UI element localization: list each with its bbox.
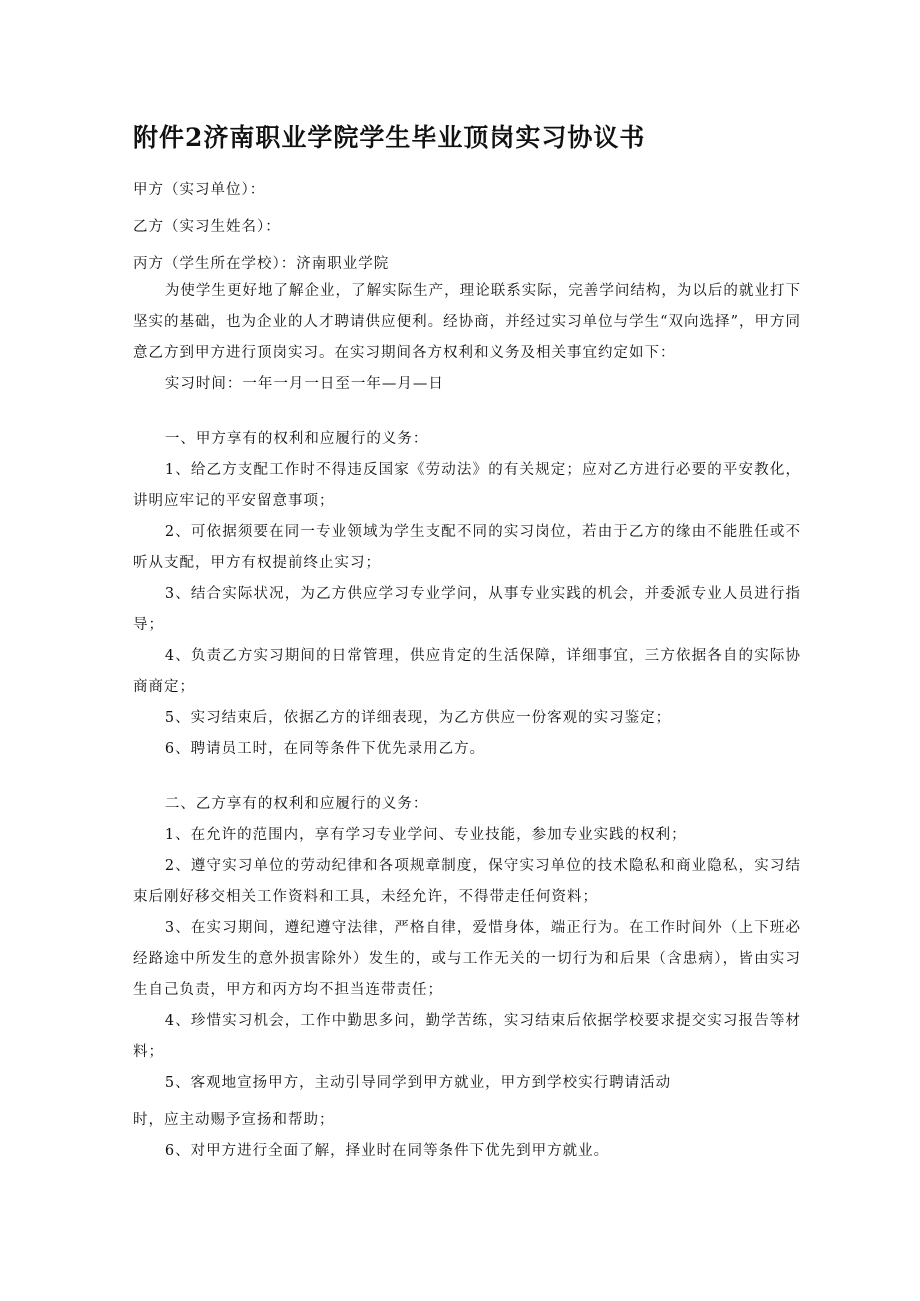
section2-item: 1、在允许的范围内，享有学习专业学问、专业技能，参加专业实践的权利；: [164, 827, 687, 843]
section2-item: 3、在实习期间，遵纪遵守法律，严格自律，爱惜身体，端正行为。在工作时间外（上下班必经路途中所发生的意外损害除外）发生的，或与工作无关的一切行为和后果（含患病），皆由实习生自己负责，甲方和丙方均不担当连带责任；: [133, 920, 801, 998]
section2-item-continuation: 时，应主动赐予宣扬和帮助；: [133, 1112, 335, 1128]
intro-paragraph: 为使学生更好地了解企业，了解实际生产，理论联系实际，完善学问结构，为以后的就业打下坚实的基础，也为企业的人才聘请供应便利。经协商，并经过实习单位与学生“双向选择”，甲方同意乙方到甲方进行顶岗实习。在实习期间各方权利和义务及相关事宜约定如下：: [133, 283, 801, 361]
internship-period: 实习时间：一年一月一日至一年—月—日: [164, 376, 444, 392]
section2-heading: 二、乙方享有的权利和应履行的义务：: [164, 796, 429, 812]
section1-heading: 一、甲方享有的权利和应履行的义务：: [164, 431, 429, 447]
section-spacer: [133, 765, 801, 789]
section1-item: 4、负责乙方实习期间的日常管理，供应肯定的生活保障，详细事宜，三方依据各自的实际协商商定；: [133, 648, 801, 695]
document-body: [133, 276, 801, 1167]
section2-item: 2、遵守实习单位的劳动纪律和各项规章制度，保守实习单位的技术隐私和商业隐私，实习结束后刚好移交相关工作资料和工具，未经允许，不得带走任何资料；: [133, 858, 801, 905]
section2-item: 5、客观地宣扬甲方，主动引导同学到甲方就业，甲方到学校实行聘请活动: [164, 1075, 672, 1091]
document-title: 附件2济南职业学院学生毕业顶岗实习协议书: [133, 123, 646, 152]
section1-item: 1、给乙方支配工作时不得违反国家《劳动法》的有关规定；应对乙方进行必要的平安教化，讲明应牢记的平安留意事项；: [133, 462, 801, 509]
section2-item: 6、对甲方进行全面了解，择业时在同等条件下优先到甲方就业。: [164, 1143, 610, 1159]
section1-item: 6、聘请员工时，在同等条件下优先录用乙方。: [164, 741, 486, 757]
section1-item: 5、实习结束后，依据乙方的详细表现，为乙方供应一份客观的实习鉴定；: [164, 710, 672, 726]
section1-item: 3、结合实际状况，为乙方供应学习专业学问，从事专业实践的机会，并委派专业人员进行指导；: [133, 586, 801, 633]
section-spacer: [133, 400, 801, 424]
section1-item: 2、可依据须要在同一专业领域为学生支配不同的实习岗位，若由于乙方的缘由不能胜任或不听从支配，甲方有权提前终止实习；: [133, 524, 801, 571]
party-a-line: 甲方（实习单位）：: [133, 182, 266, 198]
party-c-line: 丙方（学生所在学校）：济南职业学院: [133, 256, 390, 272]
party-b-line: 乙方（实习生姓名）：: [133, 219, 281, 235]
section2-item: 4、珍惜实习机会，工作中勤思多问，勤学苦练，实习结束后依据学校要求提交实习报告等材料；: [133, 1013, 801, 1060]
